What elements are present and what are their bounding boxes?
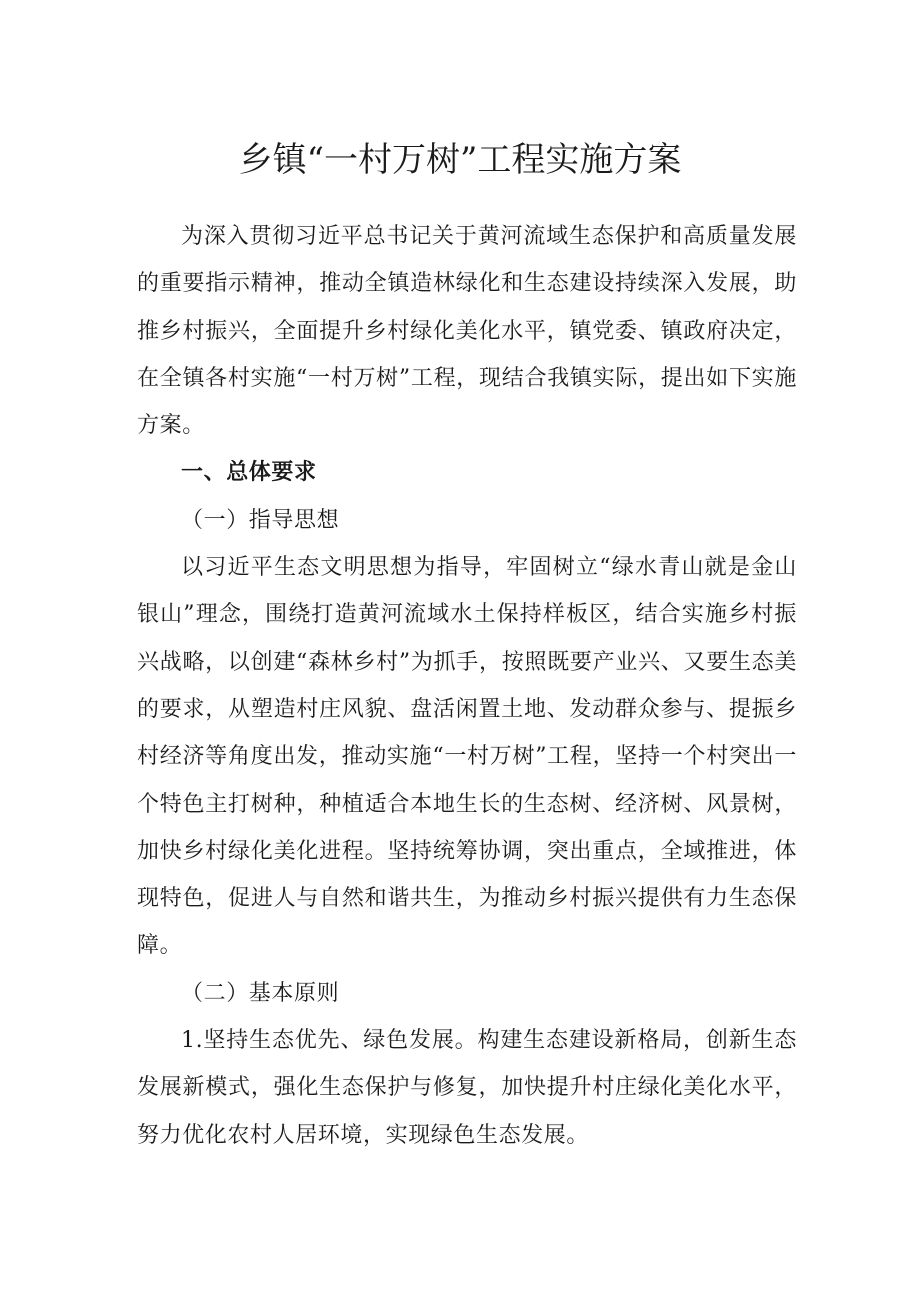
section-heading-overall-requirements: 一、总体要求: [181, 460, 317, 486]
document-body: [137, 213, 797, 1159]
principle-item-1: 1.坚持生态优先、绿色发展。构建生态建设新格局，创新生态发展新模式，强化生态保护与修复，加快提升村庄绿化美化水平，努力优化农村人居环境，实现绿色生态发展。: [137, 1028, 797, 1148]
guiding-ideology-paragraph: 以习近平生态文明思想为指导，牢固树立“绿水青山就是金山银山”理念，围绕打造黄河流域水土保持样板区，结合实施乡村振兴战略，以创建“森林乡村”为抓手，按照既要产业兴、又要生态美的要求，从塑造村庄风貌、盘活闲置土地、发动群众参与、提振乡村经济等角度出发，推动实施“一村万树”工程，坚持一个村突出一个特色主打树种，种植适合本地生长的生态树、经济树、风景树，加快乡村绿化美化进程。坚持统筹协调，突出重点，全域推进，体现特色，促进人与自然和谐共生，为推动乡村振兴提供有力生态保障。: [137, 555, 797, 959]
document-title: 乡镇“一村万树”工程实施方案: [238, 140, 682, 180]
intro-paragraph: 为深入贯彻习近平总书记关于黄河流域生态保护和高质量发展的重要指示精神，推动全镇造林绿化和生态建设持续深入发展，助推乡村振兴，全面提升乡村绿化美化水平，镇党委、镇政府决定，在全镇各村实施“一村万树”工程，现结合我镇实际，提出如下实施方案。: [137, 224, 797, 439]
subsection-heading-guiding-ideology: （一）指导思想: [181, 507, 340, 533]
subsection-heading-basic-principles: （二）基本原则: [181, 980, 340, 1006]
